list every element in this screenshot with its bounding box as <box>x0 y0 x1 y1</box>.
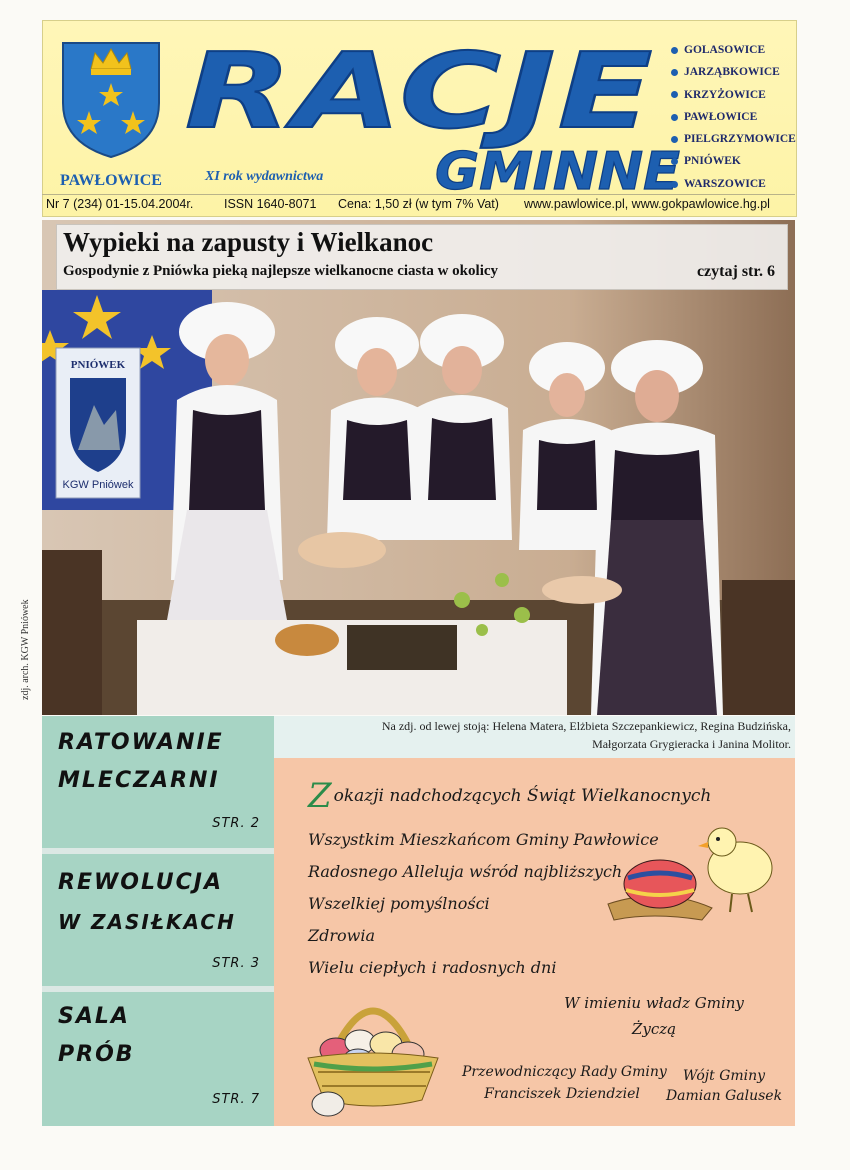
greeting-heading-text: okazji nadchodzących Świąt Wielkanocnych <box>333 786 712 806</box>
teaser-rewolucja-w-zasilkach[interactable] <box>42 854 274 986</box>
read-more-link[interactable]: czytaj str. 6 <box>696 263 775 280</box>
teaser-title: MLECZARNI <box>58 768 220 793</box>
photo-banner-subtext: KGW Pniówek <box>62 479 134 491</box>
teaser-title: W ZASIŁKACH <box>58 910 236 934</box>
lead-headline[interactable]: Wypieki na zapusty i Wielkanoc <box>63 227 434 257</box>
teaser-sala-prob[interactable] <box>42 992 274 1126</box>
price: Cena: 1,50 zł (w tym 7% Vat) <box>338 197 499 211</box>
on-behalf-text: W imieniu władz Gminy <box>564 994 744 1012</box>
teaser-title: REWOLUCJA <box>58 870 223 895</box>
easter-basket-illustration <box>298 984 448 1120</box>
edition-label: XI rok wydawnictwa <box>205 169 324 184</box>
teaser-page: STR. 2 <box>212 816 260 831</box>
photo-credit: zdj. arch. KGW Pniówek <box>20 599 31 700</box>
issue-number: Nr 7 (234) 01-15.04.2004r. <box>46 197 194 211</box>
greeting-line: Wielu ciepłych i radosnych dni <box>308 958 557 977</box>
teaser-page: STR. 7 <box>212 1092 260 1107</box>
logo-title-bottom: GMINNE <box>435 142 680 199</box>
caption-line: Małgorzata Grygieracka i Janina Molitor. <box>592 737 791 751</box>
signature-title: Przewodniczący Rady Gminy <box>462 1064 667 1080</box>
coat-of-arms-icon <box>59 39 163 159</box>
village-item: GOLASOWICE <box>671 39 791 61</box>
photo-caption <box>272 716 795 758</box>
lead-headline-box <box>56 224 788 290</box>
greeting-line: Zdrowia <box>308 926 375 945</box>
wish-text: Życzą <box>631 1020 677 1038</box>
village-item: JARZĄBKOWICE <box>671 61 791 83</box>
teaser-title: RATOWANIE <box>58 730 224 755</box>
chick-egg-illustration <box>602 816 782 936</box>
caption-line: Na zdj. od lewej stoją: Helena Matera, Elżbieta Szczepankiewicz, Regina Budzińska, <box>381 719 791 733</box>
teaser-ratowanie-mleczarni[interactable] <box>42 716 274 848</box>
village-item: PIELGRZYMOWICE <box>671 128 791 150</box>
issn: ISSN 1640-8071 <box>224 197 317 211</box>
greeting-heading <box>308 776 711 816</box>
website-links[interactable]: www.pawlowice.pl, www.gokpawlowice.hg.pl <box>524 197 770 211</box>
easter-greeting <box>274 758 795 1126</box>
village-item: KRZYŻOWICE <box>671 84 791 106</box>
greeting-initial: Z <box>308 776 332 816</box>
signature-name: Damian Galusek <box>665 1088 783 1104</box>
village-item: PAWŁOWICE <box>671 106 791 128</box>
signature-title: Wójt Gminy <box>682 1068 766 1084</box>
village-item: PNIÓWEK <box>671 150 791 172</box>
teaser-title: PRÓB <box>58 1042 135 1067</box>
logo-title-top: RACJE <box>185 30 655 152</box>
masthead <box>42 20 797 217</box>
greeting-line: Wszelkiej pomyślności <box>308 894 490 913</box>
teaser-page: STR. 3 <box>212 956 260 971</box>
signature-name: Franciszek Dziendziel <box>484 1086 640 1102</box>
photo-banner-text: PNIÓWEK <box>70 359 126 371</box>
lead-subhead: Gospodynie z Pniówka pieką najlepsze wielkanocne ciasta w okolicy <box>63 263 499 279</box>
greeting-line: Wszystkim Mieszkańcom Gminy Pawłowice <box>308 830 659 849</box>
teaser-title: SALA <box>58 1004 130 1029</box>
issue-info-bar <box>42 194 795 215</box>
village-item: WARSZOWICE <box>671 173 791 195</box>
town-name: PAWŁOWICE <box>60 172 162 189</box>
greeting-line: Radosnego Alleluja wśród najbliższych <box>308 862 623 881</box>
lead-photo <box>42 220 795 715</box>
village-list <box>671 39 796 195</box>
